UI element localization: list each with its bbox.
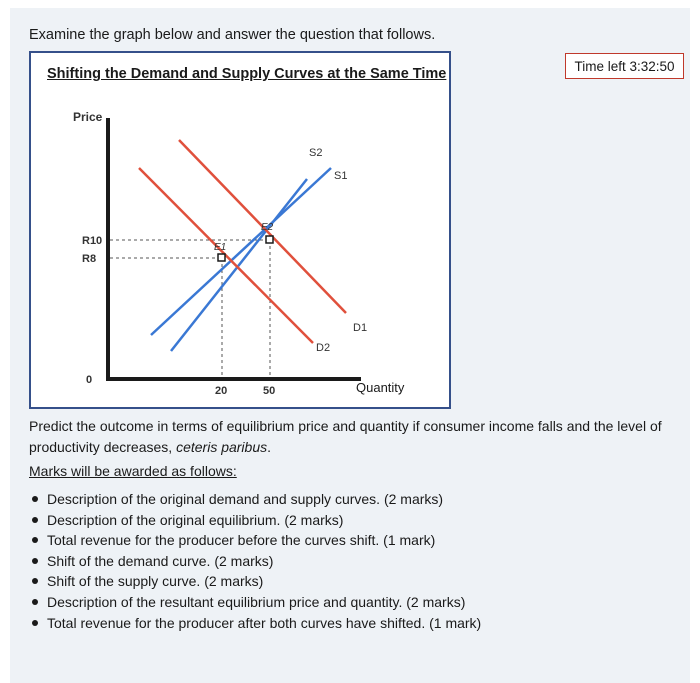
label-s1: S1 xyxy=(334,170,348,182)
intro-text: Examine the graph below and answer the question that follows. xyxy=(29,27,436,43)
marks-list xyxy=(29,489,481,633)
list-item: Description of the original demand and supply curves. (2 marks) xyxy=(29,489,481,510)
graph-title: Shifting the Demand and Supply Curves at the Same Time xyxy=(47,66,447,82)
list-item: Shift of the supply curve. (2 marks) xyxy=(29,571,481,592)
time-left-text: Time left 3:32:50 xyxy=(574,58,675,74)
marks-heading: Marks will be awarded as follows: xyxy=(29,463,237,479)
question-text xyxy=(29,416,669,458)
graph-figure xyxy=(29,51,451,409)
supply-demand-chart xyxy=(31,53,453,411)
list-item: Shift of the demand curve. (2 marks) xyxy=(29,551,481,572)
label-e1: E1 xyxy=(214,242,227,253)
origin-label: 0 xyxy=(86,374,93,386)
x-axis-label: Quantity xyxy=(356,380,405,395)
supply-curve-s1 xyxy=(151,168,331,335)
label-d1: D1 xyxy=(353,322,368,334)
question-main: Predict the outcome in terms of equilibrium price and quantity if consumer income falls and the level of productivity decreases, xyxy=(29,418,662,455)
demand-curve-d2 xyxy=(139,168,313,343)
price-tick-r8: R8 xyxy=(82,253,97,265)
label-d2: D2 xyxy=(316,342,331,354)
equilibrium-point-e1 xyxy=(218,254,225,261)
list-item: Total revenue for the producer after both curves have shifted. (1 mark) xyxy=(29,613,481,634)
equilibrium-point-e2 xyxy=(266,236,273,243)
time-left-badge xyxy=(565,53,684,79)
quantity-tick-20: 20 xyxy=(215,385,228,397)
question-end: . xyxy=(267,439,272,455)
price-tick-r10: R10 xyxy=(82,235,103,247)
supply-curve-s2 xyxy=(171,179,307,351)
list-item: Description of the resultant equilibrium price and quantity. (2 marks) xyxy=(29,592,481,613)
label-s2: S2 xyxy=(309,147,323,159)
label-e2: E2 xyxy=(261,222,274,233)
question-italic: ceteris paribus xyxy=(176,439,268,455)
list-item: Description of the original equilibrium. (2 marks) xyxy=(29,510,481,531)
list-item: Total revenue for the producer before the curves shift. (1 mark) xyxy=(29,530,481,551)
y-axis-label: Price xyxy=(73,110,103,124)
quantity-tick-50: 50 xyxy=(263,385,276,397)
